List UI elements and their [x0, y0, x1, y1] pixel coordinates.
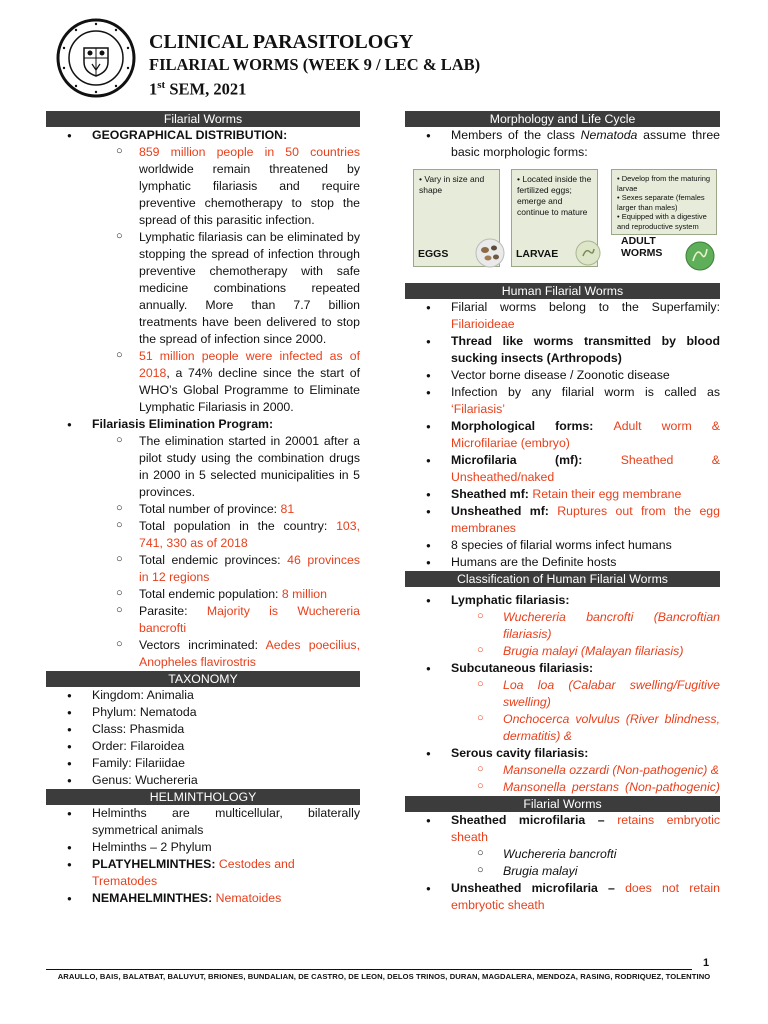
- form-card-eggs: • Vary in size and shape EGGS: [413, 169, 500, 267]
- footer-divider: [46, 969, 692, 970]
- taxonomy-item: ● Class: Phasmida: [46, 721, 360, 738]
- geo-item-2: ○ Lymphatic filariasis can be eliminated by stopping the spread of infection through preventive chemotherapy with safe medicine combinations repeated annually. More than 7.7 billion treatments have been delivered to stop the spread of infection since 2000.: [46, 229, 360, 348]
- fw-sheathed-1: ○ Wuchereria bancrofti: [405, 846, 720, 863]
- taxonomy-item: ● Kingdom: Animalia: [46, 687, 360, 704]
- university-seal-logo: [56, 18, 136, 98]
- helminth-item-2: ● Helminths – 2 Phylum: [46, 839, 360, 856]
- elim-item-6: ○ Parasite: Majority is Wuchereria bancrofti: [46, 603, 360, 637]
- elim-item-2: ○ Total number of province: 81: [46, 501, 360, 518]
- fw-item-unsheathed: ● Unsheathed microfilaria – does not retain embryotic sheath: [405, 880, 720, 914]
- document-header: [56, 18, 736, 100]
- human-list: [405, 299, 720, 571]
- page-number: 1: [703, 957, 710, 969]
- helminth-list: [46, 805, 360, 907]
- elim-list: [46, 416, 360, 433]
- section-bar-filarial-worms: Filarial Worms: [46, 111, 360, 127]
- taxonomy-item: ● Order: Filaroidea: [46, 738, 360, 755]
- section-bar-helminthology: HELMINTHOLOGY: [46, 789, 360, 805]
- elim-item-7: ○ Vectors incriminated: Aedes poecilius, Anopheles flavirostris: [46, 637, 360, 671]
- morph-list: [405, 127, 720, 161]
- section-bar-classification: Classification of Human Filarial Worms: [405, 571, 720, 587]
- class-serous: ● Serous cavity filariasis:: [405, 745, 720, 762]
- helminth-item-1: ● Helminths are multicellular, bilaterally symmetrical animals: [46, 805, 360, 839]
- geo-list: [46, 127, 360, 144]
- human-item-9: ● 8 species of filarial worms infect humans: [405, 537, 720, 554]
- elim-sublist: [46, 433, 360, 671]
- human-item-8: ● Unsheathed mf: Ruptures out from the egg membranes: [405, 503, 720, 537]
- class-serous-1: ○ Mansonella ozzardi (Non-pathogenic) &: [405, 762, 720, 779]
- right-column: [405, 111, 720, 914]
- adult-worms-image-icon: [685, 241, 715, 271]
- morph-intro: ● Members of the class Nematoda assume three basic morphologic forms:: [405, 127, 720, 161]
- semester-line: 1st SEM, 2021: [149, 79, 247, 99]
- lesson-title: FILARIAL WORMS (WEEK 9 / LEC & LAB): [149, 55, 481, 74]
- human-item-7: ● Sheathed mf: Retain their egg membrane: [405, 486, 720, 503]
- larvae-image-icon: [575, 240, 601, 266]
- geo-item-1: ○ 859 million people in 50 countries worldwide remain threatened by lymphatic filariasis and require preventive chemotherapy to stop the spread of this parasitic infection.: [46, 144, 360, 229]
- fw-item-sheathed: ● Sheathed microfilaria – retains embryotic sheath: [405, 812, 720, 846]
- human-item-5: ● Morphological forms: Adult worm & Microfilariae (embryo): [405, 418, 720, 452]
- geo-heading: ● GEOGRAPHICAL DISTRIBUTION:: [46, 127, 360, 144]
- helminth-item-3: ● PLATYHELMINTHES: Cestodes and Trematodes: [46, 856, 360, 890]
- taxonomy-item: ● Phylum: Nematoda: [46, 704, 360, 721]
- adult-worms-label: ADULT WORMS: [621, 235, 667, 259]
- elim-item-1: ○ The elimination started in 20001 after a pilot study using the combination drugs in 2000 in 5 selected municipalities in 5 provinces.: [46, 433, 360, 501]
- fw-sheathed-2: ○ Brugia malayi: [405, 863, 720, 880]
- taxonomy-item: ● Genus: Wuchereria: [46, 772, 360, 789]
- helminth-item-4: ● NEMAHELMINTHES: Nematoides: [46, 890, 360, 907]
- section-bar-taxonomy: TAXONOMY: [46, 671, 360, 687]
- elim-item-5: ○ Total endemic population: 8 million: [46, 586, 360, 603]
- form-card-adult-worms: • Develop from the maturing larvae • Sexes separate (females larger than males) • Equipped with a digestive and reproductive system: [611, 169, 717, 235]
- taxonomy-list: [46, 687, 360, 789]
- elim-item-4: ○ Total endemic provinces: 46 provinces in 12 regions: [46, 552, 360, 586]
- human-item-3: ● Vector borne disease / Zoonotic disease: [405, 367, 720, 384]
- form-card-larvae: • Located inside the fertilized eggs; emerge and continue to mature LARVAE: [511, 169, 598, 267]
- human-item-4: ● Infection by any filarial worm is called as ‘Filariasis’: [405, 384, 720, 418]
- header-text-block: [149, 31, 480, 100]
- class-subcutaneous-1: ○ Loa loa (Calabar swelling/Fugitive swelling): [405, 677, 720, 711]
- course-title: CLINICAL PARASITOLOGY: [149, 31, 414, 53]
- human-item-10: ● Humans are the Definite hosts: [405, 554, 720, 571]
- human-item-2: ● Thread like worms transmitted by blood sucking insects (Arthropods): [405, 333, 720, 367]
- section-bar-human-filarial-worms: Human Filarial Worms: [405, 283, 720, 299]
- geo-sublist: [46, 144, 360, 416]
- section-bar-filarial-worms-2: Filarial Worms: [405, 796, 720, 812]
- human-item-6: ● Microfilaria (mf): Sheathed & Unsheathed/naked: [405, 452, 720, 486]
- class-lymphatic-1: ○ Wuchereria bancrofti (Bancroftian filariasis): [405, 609, 720, 643]
- footer-authors: ARAULLO, BAIS, BALATBAT, BALUYUT, BRIONES, BUNDALIAN, DE CASTRO, DE LEON, DELOS TRINOS, DURAN, MAGDALERA, MENDOZA, RASING, RODRIQUEZ, TOLENTINO: [57, 972, 711, 981]
- human-item-1: ● Filarial worms belong to the Superfamily: Filarioideae: [405, 299, 720, 333]
- class-serous-2: ○ Mansonella perstans (Non-pathogenic): [405, 779, 720, 796]
- class-subcutaneous: ● Subcutaneous filariasis:: [405, 660, 720, 677]
- geo-item-3: ○ 51 million people were infected as of 2018, a 74% decline since the start of WHO’s Global Programme to Eliminate Lymphatic Filariasis in 2000.: [46, 348, 360, 416]
- elim-item-3: ○ Total population in the country: 103, 741, 330 as of 2018: [46, 518, 360, 552]
- fw-list: [405, 812, 720, 914]
- classification-list: [405, 592, 720, 796]
- elim-heading: ● Filariasis Elimination Program:: [46, 416, 360, 433]
- section-bar-morphology: Morphology and Life Cycle: [405, 111, 720, 127]
- left-column: [46, 111, 360, 907]
- class-subcutaneous-2: ○ Onchocerca volvulus (River blindness, dermatitis) &: [405, 711, 720, 745]
- class-lymphatic: ● Lymphatic filariasis:: [405, 592, 720, 609]
- eggs-image-icon: [475, 238, 505, 268]
- taxonomy-item: ● Family: Filariidae: [46, 755, 360, 772]
- class-lymphatic-2: ○ Brugia malayi (Malayan filariasis): [405, 643, 720, 660]
- morphologic-forms-diagram: [405, 169, 720, 277]
